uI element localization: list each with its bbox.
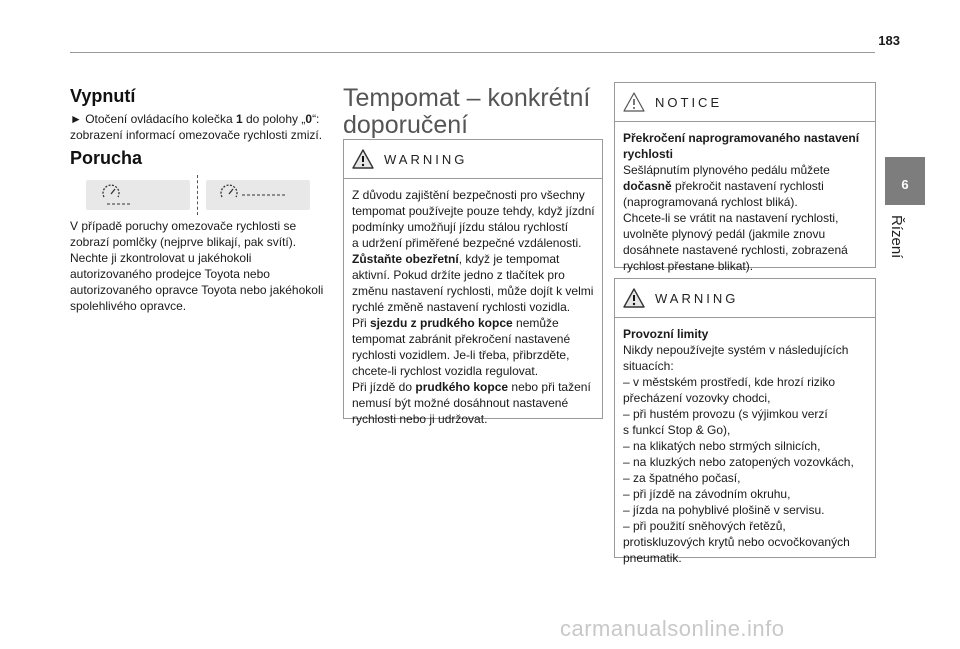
warning-label-2: WARNING [655, 290, 739, 306]
warning-box-2 [614, 278, 876, 565]
section-title: Tempomat – konkrétní doporučení [343, 84, 591, 139]
speedometer-fault-icon [206, 180, 310, 210]
chapter-tab: 6 [885, 157, 925, 205]
notice-text: Překročení naprogramovaného nastavení rychlosti Sešlápnutím plynového pedálu můžete dočasně překročit nastavení rychlosti (naprogramovaná rychlost bliká). Chcete-li se vrátit na nastavení rychlosti, uvolněte plynový pedál (jakmile znovu dosáhnete nastavené rychlosti, zobrazená rychlost přestane blikat). [623, 131, 860, 273]
watermark: carmanualsonline.info [560, 616, 785, 641]
warning-1-text: Z důvodu zajištění bezpečnosti pro všechny tempomat používejte pouze tehdy, když jízdní podmínky umožňují jízdu stálou rychlostí a udržení přiměřené bezpečné vzdálenosti. Zůstaňte obezřetní, když je tempomat aktivní. Pokud držíte jedno z tlačítek pro změnu nastavení rychlosti, může dojít k velmi rychlé změně nastavení rychlosti vozidla. Při sjezdu z prudkého kopce nemůže tempomat zabránit překročení nastavené rychlosti vozidlem. Je-li třeba, přibrzděte, chcete-li rychlost vozidla regulovat. Při jízdě do prudkého kopce nebo při tažení nemusí být možné dosáhnout nastavené rychlosti nebo ji udržovat. [352, 188, 595, 426]
warning-box-1 [343, 139, 603, 426]
display-divider [197, 175, 199, 215]
notice-label: NOTICE [655, 94, 723, 110]
warning-triangle-icon [623, 288, 645, 308]
porucha-text: V případě poruchy omezovače rychlosti se zobrazí pomlčky (nejprve blikají, pak svítí). Nechte ji zkontrolovat u jakéhokoli autorizovaného prodejce Toyota nebo autorizovaného opravce Toyota nebo jakéhokoli spolehlivého opravce. [70, 219, 324, 313]
notice-header [615, 83, 875, 122]
speed-limiter-display-fault [206, 180, 310, 210]
speedometer-dashes-icon [86, 180, 190, 210]
chapter-title: Řízení [888, 215, 905, 259]
heading-porucha: Porucha [70, 148, 143, 168]
vypnuti-text: ► Otočení ovládacího kolečka 1 do polohy „0“: zobrazení informací omezovače rychlosti zmizí. [70, 112, 323, 142]
header-rule [70, 52, 875, 53]
warning-2-text: Provozní limity Nikdy nepoužívejte systém v následujících situacích: – v městském prostředí, kde hrozí riziko přecházení vozovky chodci, – při hustém provozu (s výjimkou verzí s funkcí Stop & Go), – na klikatých nebo strmých silnicích, – na kluzkých nebo zatopených vozovkách, – za špatného počasí, – při jízdě na závodním okruhu, – jízda na pohyblivé plošině v servisu. – při použití sněhových řetězů, protiskluzových krytů nebo ocvočkovaných pneumatik. [623, 327, 854, 565]
notice-box [614, 82, 876, 273]
notice-triangle-icon [623, 92, 645, 112]
warning-header-2 [615, 279, 875, 318]
warning-triangle-icon [352, 149, 374, 169]
warning-header [344, 140, 602, 179]
warning-label: WARNING [384, 151, 468, 167]
heading-vypnuti: Vypnutí [70, 86, 136, 106]
page-number: 183 [878, 33, 900, 48]
speed-limiter-display-off [86, 180, 190, 210]
